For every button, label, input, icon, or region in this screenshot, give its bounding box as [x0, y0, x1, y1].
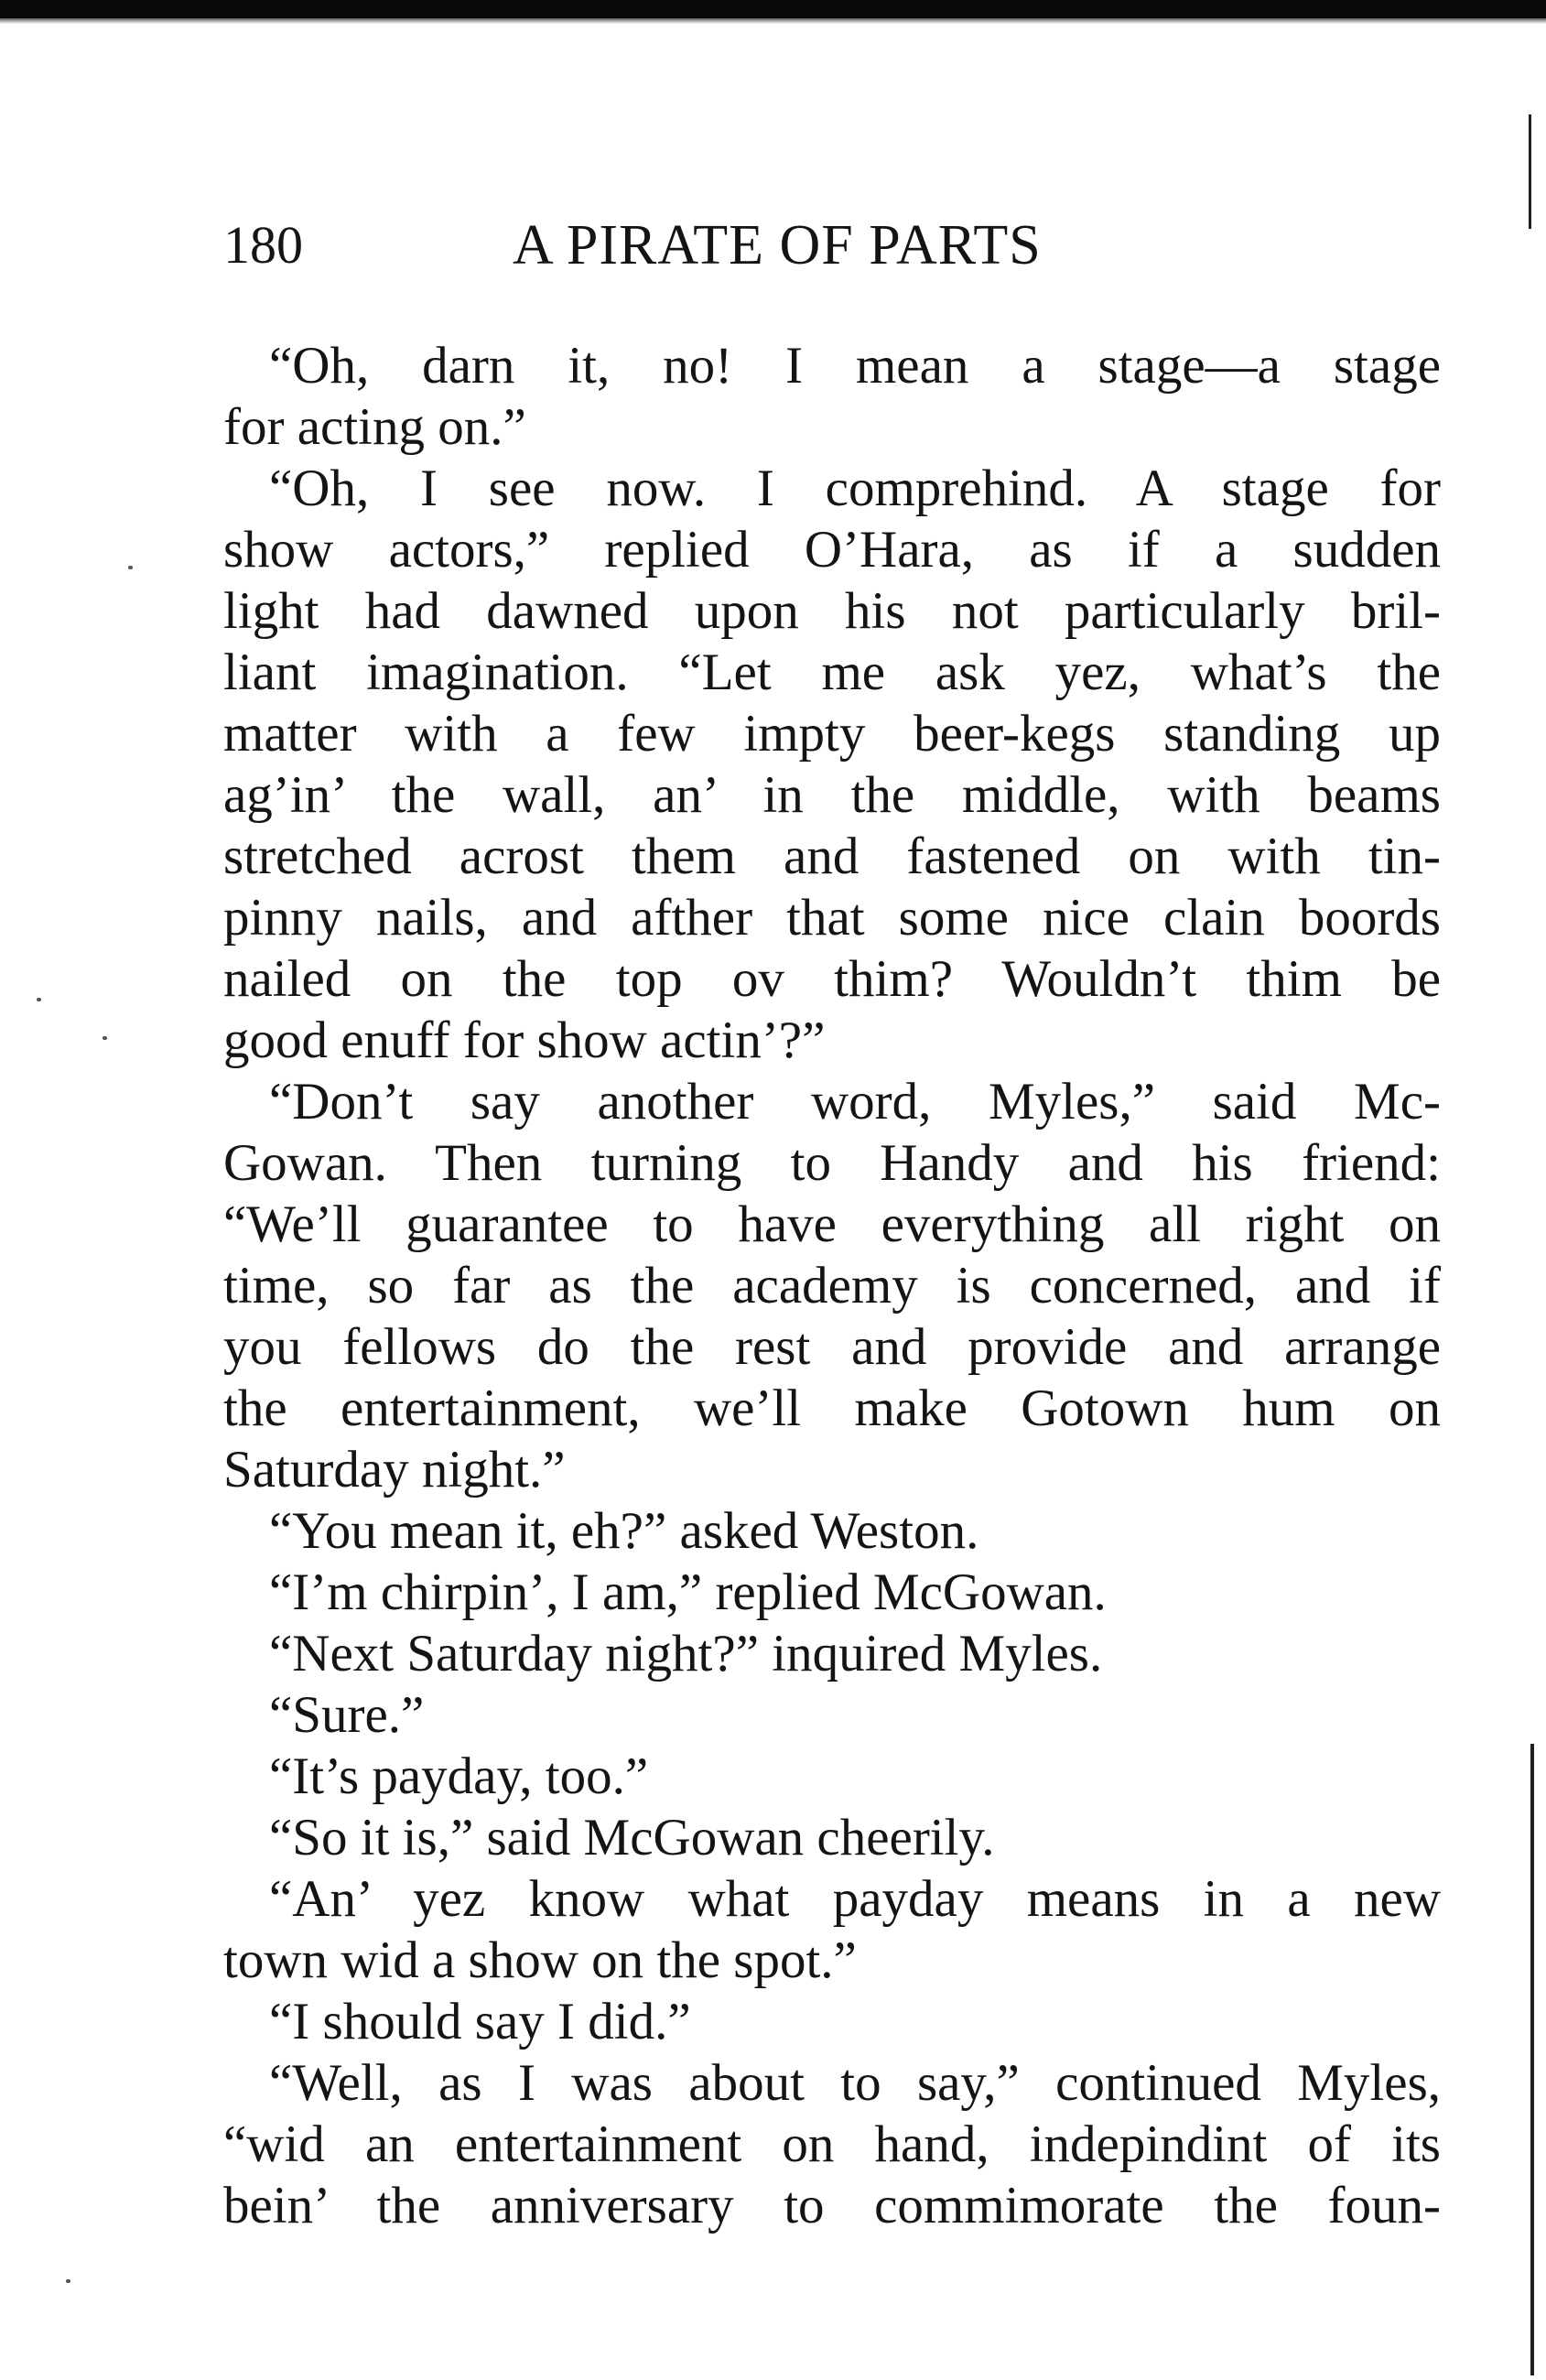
text-line: “Sure.” — [269, 1686, 425, 1744]
text-line: show actors,” replied O’Hara, as if a sudden — [223, 521, 1441, 579]
text-line: “Oh, I see now. I comprehind. A stage for — [269, 460, 1441, 517]
top-border-shadow — [0, 18, 1546, 24]
body-text — [223, 335, 1441, 2236]
page-edge-mark — [1530, 1744, 1534, 2375]
running-header — [223, 209, 1450, 282]
text-line: matter with a few impty beer-kegs standing up — [223, 705, 1441, 763]
text-line: “I should say I did.” — [269, 1993, 691, 2050]
text-line: time, so far as the academy is concerned, and if — [223, 1257, 1441, 1314]
text-line: “So it is,” said McGowan cheerily. — [269, 1809, 995, 1866]
text-line: bein’ the anniversary to commimorate the foun- — [223, 2177, 1441, 2234]
text-line: “It’s payday, too.” — [269, 1747, 649, 1805]
top-border-rule — [0, 0, 1546, 18]
text-line: light had dawned upon his not particularly bril- — [223, 582, 1441, 640]
text-line: “Don’t say another word, Myles,” said Mc- — [269, 1073, 1441, 1130]
text-line: nailed on the top ov thim? Wouldn’t thim be — [223, 950, 1441, 1008]
text-line: the entertainment, we’ll make Gotown hum on — [223, 1379, 1441, 1437]
text-line: stretched acrost them and fastened on with tin- — [223, 828, 1441, 885]
text-line: ag’in’ the wall, an’ in the middle, with beams — [223, 766, 1441, 824]
text-line: town wid a show on the spot.” — [223, 1931, 857, 1989]
scan-speck — [66, 2279, 70, 2283]
text-line: Saturday night.” — [223, 1441, 566, 1498]
text-line: “You mean it, eh?” asked Weston. — [269, 1502, 979, 1560]
text-line: for acting on.” — [223, 398, 526, 456]
text-line: Gowan. Then turning to Handy and his friend: — [223, 1134, 1441, 1192]
text-line: “Next Saturday night?” inquired Myles. — [269, 1625, 1103, 1682]
text-line: liant imagination. “Let me ask yez, what’s the — [223, 644, 1441, 701]
text-line: “An’ yez know what payday means in a new — [269, 1870, 1441, 1928]
scan-speck — [103, 1036, 107, 1040]
text-line: “I’m chirpin’, I am,” replied McGowan. — [269, 1563, 1107, 1621]
page-number: 180 — [223, 215, 303, 275]
text-line: “Oh, darn it, no! I mean a stage—a stage — [269, 337, 1441, 395]
text-line: “Well, as I was about to say,” continued Myles, — [269, 2054, 1441, 2112]
scan-speck — [37, 998, 41, 1001]
text-line: pinny nails, and afther that some nice clain boords — [223, 889, 1441, 947]
text-line: “wid an entertainment on hand, indepindint of its — [223, 2115, 1441, 2173]
page-edge-mark — [1529, 114, 1531, 229]
running-title: A PIRATE OF PARTS — [513, 214, 1042, 276]
text-line: good enuff for show actin’?” — [223, 1012, 826, 1069]
scan-speck — [128, 566, 133, 569]
text-line: “We’ll guarantee to have everything all right on — [223, 1195, 1441, 1253]
text-line: you fellows do the rest and provide and arrange — [223, 1318, 1441, 1376]
